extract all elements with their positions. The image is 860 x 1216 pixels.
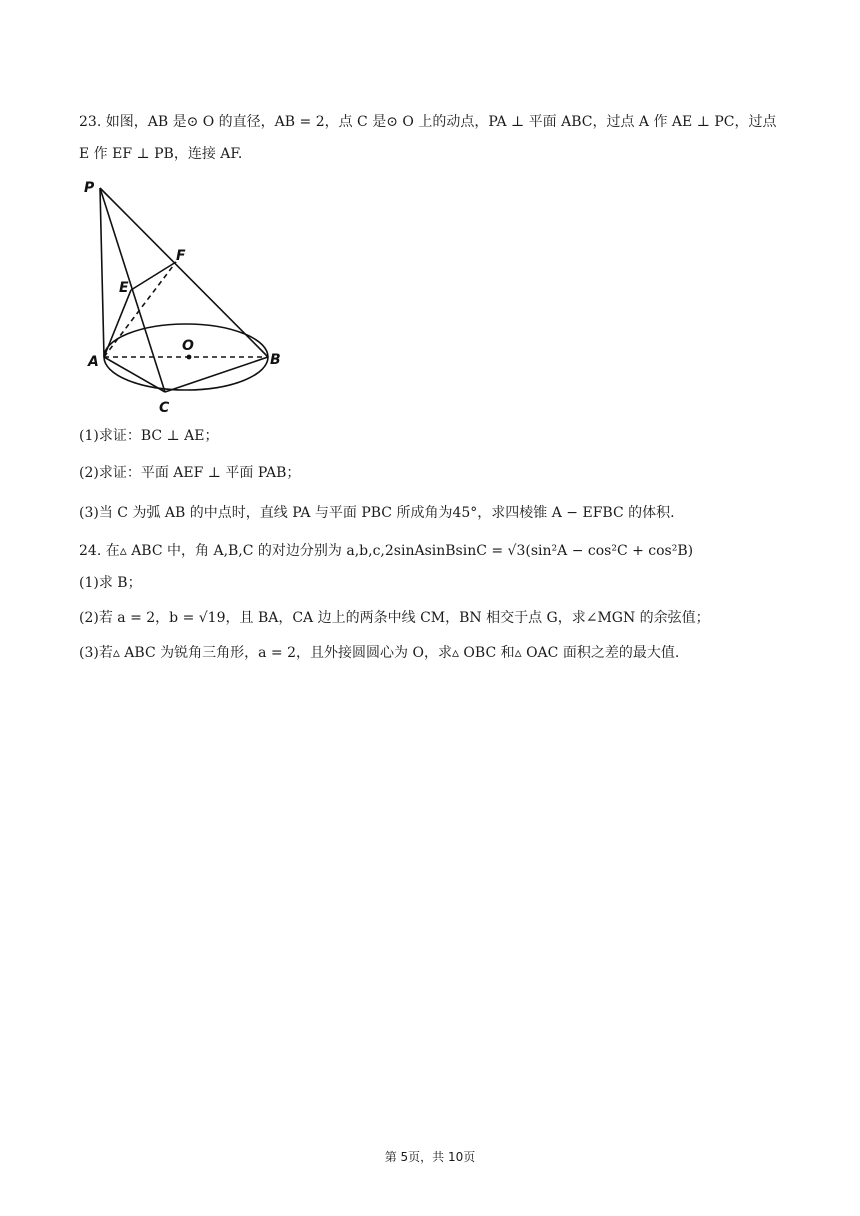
- edge-CB: [165, 357, 268, 392]
- q24-part2: (2)若 a = 2，b = √19，且 BA，CA 边上的两条中线 CM，BN 相交于点 G，求∠MGN 的余弦值；: [79, 610, 710, 626]
- edge-AF-dashed: [104, 262, 176, 357]
- label-F: F: [176, 248, 186, 264]
- q23-part3: (3)当 C 为弧 AB 的中点时，直线 PA 与平面 PBC 所成角为45°，求四棱锥 A − EFBC 的体积.: [79, 505, 675, 521]
- q24-part3: (3)若▵ ABC 为锐角三角形，a = 2，且外接圆圆心为 O，求▵ OBC 和▵ OAC 面积之差的最大值.: [79, 645, 680, 661]
- label-E: E: [119, 280, 129, 296]
- label-A: A: [88, 354, 99, 370]
- label-O: O: [182, 338, 194, 354]
- q24-part1: (1)求 B；: [79, 575, 142, 591]
- edge-PA: [100, 188, 104, 357]
- q23-part2: (2)求证：平面 AEF ⊥ 平面 PAB；: [79, 465, 301, 481]
- q23-stem-line1: 23. 如图，AB 是⊙ O 的直径，AB = 2，点 C 是⊙ O 上的动点，PA ⊥ 平面 ABC，过点 A 作 AE ⊥ PC，过点: [79, 114, 777, 130]
- edge-AE: [104, 290, 131, 357]
- q23-cone-figure: [82, 180, 287, 420]
- center-dot: [187, 355, 192, 360]
- q23-stem-line2: E 作 EF ⊥ PB，连接 AF.: [79, 146, 243, 162]
- q23-part1: (1)求证：BC ⊥ AE；: [79, 428, 219, 444]
- page-footer: 第 5页，共 10页: [384, 1150, 476, 1164]
- label-C: C: [159, 400, 170, 416]
- q24-stem: 24. 在▵ ABC 中，角 A,B,C 的对边分别为 a,b,c,2sinAsinBsinC = √3(sin²A − cos²C + cos²B): [79, 543, 694, 559]
- edge-EF: [131, 262, 176, 290]
- label-P: P: [84, 180, 95, 196]
- label-B: B: [270, 352, 281, 368]
- edge-PB: [100, 188, 268, 357]
